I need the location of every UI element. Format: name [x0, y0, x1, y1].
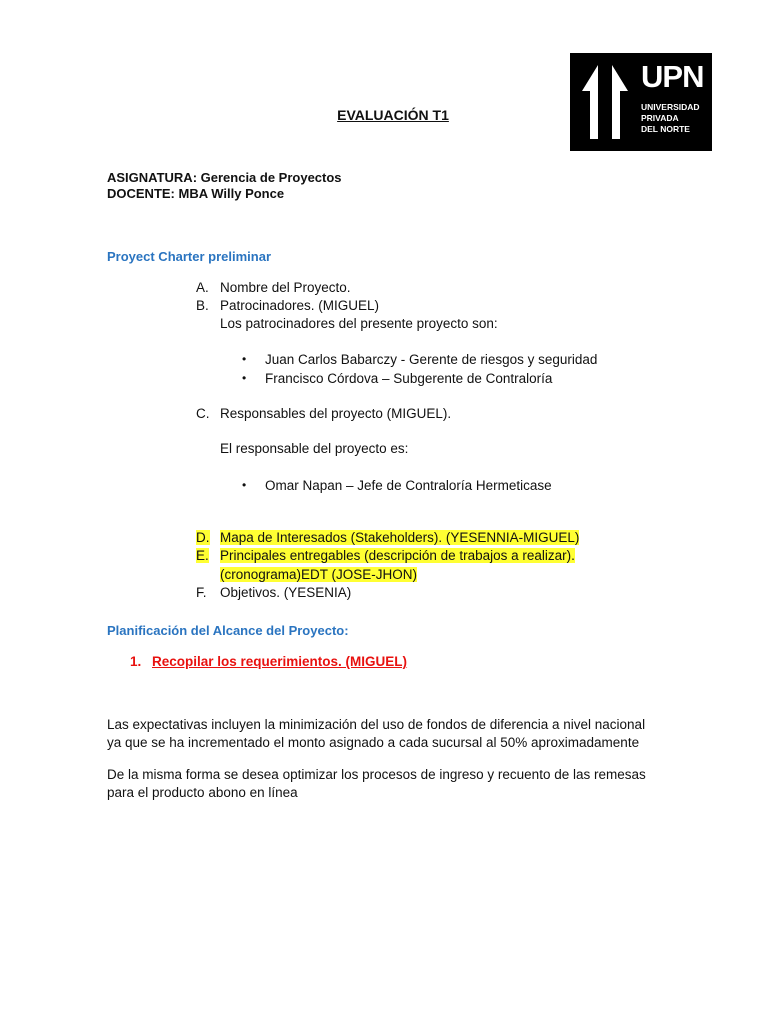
bullet-icon: •	[242, 352, 247, 366]
teacher-line: DOCENTE: MBA Willy Ponce	[107, 186, 285, 201]
scope-item-1-text: Recopilar los requerimientos. (MIGUEL)	[152, 654, 408, 669]
paragraph-2-line-2: para el producto abono en línea	[107, 785, 298, 800]
page-title: EVALUACIÓN T1	[337, 107, 449, 123]
paragraph-1-line-2: ya que se ha incrementado el monto asignado a cada sucursal al 50% aproximadamente	[107, 735, 640, 750]
scope-heading: Planificación del Alcance del Proyecto:	[107, 623, 349, 638]
bullet-icon: •	[242, 371, 247, 385]
item-c-letter: C.	[196, 406, 210, 421]
sponsor-item-1: Juan Carlos Babarczy - Gerente de riesgos y seguridad	[265, 352, 598, 367]
item-d-text: Mapa de Interesados (Stakeholders). (YESENNIA-MIGUEL)	[220, 530, 580, 545]
item-e-text-line-2: (cronograma)EDT (JOSE-JHON)	[220, 567, 418, 582]
sponsors-intro: Los patrocinadores del presente proyecto son:	[220, 316, 498, 331]
item-a-text: Nombre del Proyecto.	[220, 280, 351, 295]
upn-logo	[570, 53, 712, 151]
item-a-letter: A.	[196, 280, 209, 295]
paragraph-2-line-1: De la misma forma se desea optimizar los procesos de ingreso y recuento de las remesas	[107, 767, 646, 782]
responsible-intro: El responsable del proyecto es:	[220, 441, 409, 456]
scope-item-1-number: 1.	[130, 654, 142, 669]
item-b-text: Patrocinadores. (MIGUEL)	[220, 298, 380, 313]
sponsor-item-2: Francisco Córdova – Subgerente de Contraloría	[265, 371, 553, 386]
bullet-icon: •	[242, 478, 247, 492]
item-b-letter: B.	[196, 298, 209, 313]
item-f-letter: F.	[196, 585, 207, 600]
subject-line: ASIGNATURA: Gerencia de Proyectos	[107, 170, 342, 185]
item-e-letter: E.	[196, 548, 209, 563]
paragraph-1-line-1: Las expectativas incluyen la minimización del uso de fondos de diferencia a nivel nacional	[107, 717, 646, 732]
logo-line-2: PRIVADA	[641, 113, 679, 123]
upn-arrow-icon	[570, 53, 640, 151]
item-f-text: Objetivos. (YESENIA)	[220, 585, 352, 600]
responsible-item-1: Omar Napan – Jefe de Contraloría Hermeticase	[265, 478, 552, 493]
item-e-text-line-1: Principales entregables (descripción de trabajos a realizar).	[220, 548, 575, 563]
logo-line-3: DEL NORTE	[641, 124, 690, 134]
logo-line-1: UNIVERSIDAD	[641, 102, 700, 112]
item-d-letter: D.	[196, 530, 210, 545]
item-c-text: Responsables del proyecto (MIGUEL).	[220, 406, 452, 421]
logo-brand: UPN	[641, 59, 704, 94]
charter-heading: Proyect Charter preliminar	[107, 249, 272, 264]
